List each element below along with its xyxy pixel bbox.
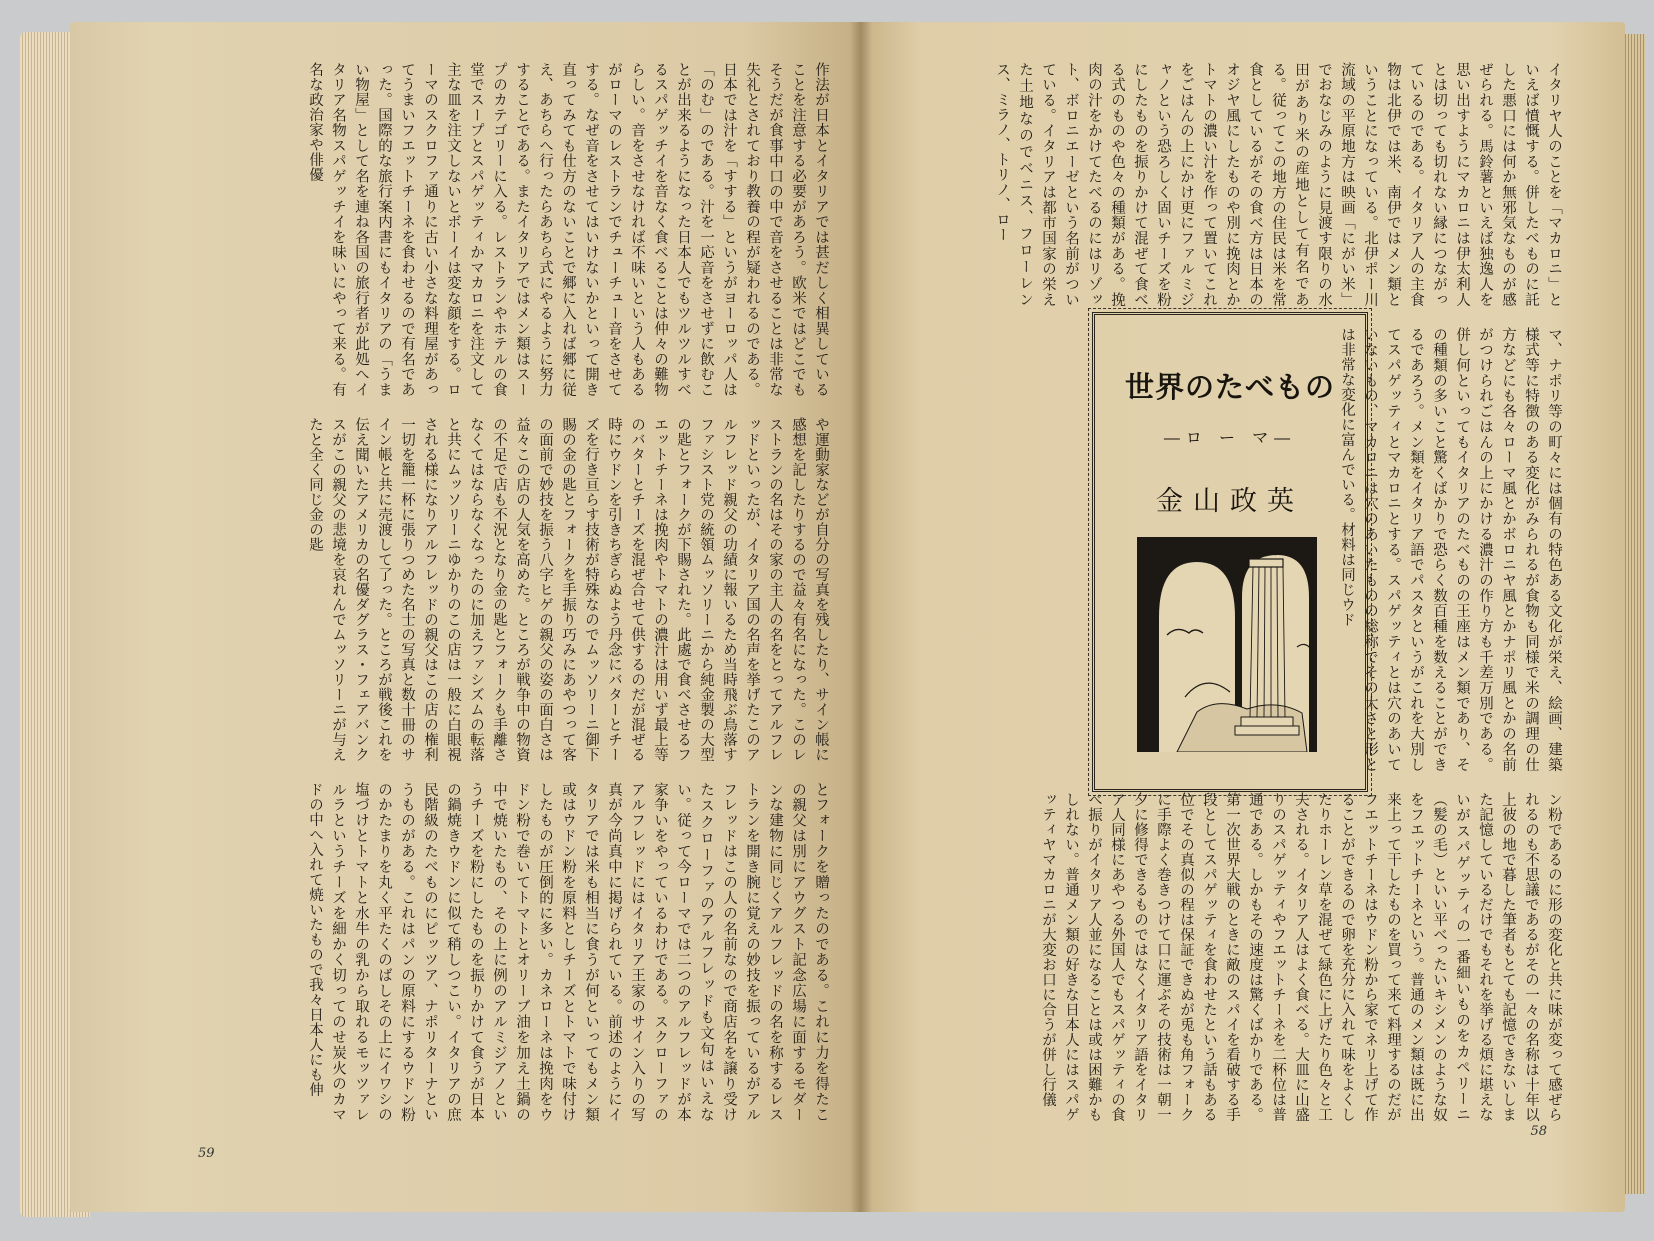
page-number: 59 bbox=[198, 1146, 215, 1161]
article-title: 世界のたべもの bbox=[1124, 370, 1335, 404]
open-book bbox=[20, 22, 1645, 1222]
article-author: 金山政英 bbox=[1156, 486, 1304, 517]
page-edges-right bbox=[1623, 34, 1645, 1194]
text-column: イタリヤ人のことを「マカロニ」といえば憤慨する。併したべものに託した悪口には何か無邪気なものが感ぜられる。馬鈴薯といえば独逸人を思い出すようにマカロニは伊太利人とは切っても切れない縁につながっているのである。イタリア人の主食物は北伊では米、南伊ではメン類ということになっている。北伊ポー川流域の平原地方は映画「にがい米」でおなじみのように見渡す限りの水田があり米の産地として有名である。従ってこの地方の住民は米を常食としているがその食べ方は日本のオジヤ風にしたものや別に挽肉とかトマトの濃い汁を作って置いてこれをごはんの上にかけ更にファルミジャノという恐ろしく固いチーズを粉にしたものを振りかけて混ぜて食べる式のものや色々の種類がある。挽肉の汁をかけてたべるのにはリゾット、ボロニエーゼという名前がついている。イタリアは都市国家の栄えた土地なのでベニス、フローレンス、ミラノ、トリノ、ロー bbox=[994, 62, 1562, 307]
book-gutter bbox=[850, 22, 872, 1212]
text-column: とフォークを贈ったのである。これに力を得たこの親父は別にアウグスト記念広場に面するモダーンな建物に同じくアルフレッドの名を称するレストランを開き腕に覚えの妙技を振っているがアルフレッドはこの人の名前なので商店名を譲り受けたスクローファのアルフレッドも文句はいえない。従って今ローマでは二つのアルフレッドが本家争いをやっているわけである。スクローファのアルフレッドにはイタリア王家のサイン入りの写真が今尚真中に掲げられている。前述のようにイタリアでは米も相当に食うが何といってもメン類或はウドン粉を原料としチーズとトマトで味付けしたものが圧倒的に多い。カネローネは挽肉をウドン粉で巻いてトマトとオリーブ油を加え土鍋の中で焼いたもの、その上に例のアルミジアノというチーズを粉にしたものを振りかけて食うが日本の鍋焼きウドンに似て稍しつこい。イタリアの庶民階級のたべものにピッツア、ナポリターナというものがある。これはパンの原料にするウドン粉のかたまりを丸く平たくのばしその上にイワシの塩づけとトマトと水牛の乳から取れるモッツァレルラというチーズを細かく切ってのせ炭火のカマドの中へ入れて焼いたもので我々日本人にも伸 bbox=[307, 782, 829, 1122]
article-subtitle: ―ロ ー マ― bbox=[1163, 428, 1297, 447]
text-column: マ、ナポリ等の町々には個有の特色ある文化が栄え、絵画、建築様式等に特徴のある変化がみられるが食物も同様で米の調理の仕方などにも各々ローマ風とかボロニヤ風とかナポリ風とかの名前がつけられごはんの上にかける濃汁の作り方も千差万別である。併し何といってもイタリアのたべものの王座はメン類であり、その種類の多いこと驚くばかりで恐らく数百種を数えることができるであろう。メン類をイタリア語でパスタというがこれを大別してスパゲッティとマカロニとする。スパゲッティとは穴のあいていないもの、マカロニは穴のあいたものの総称でその太さと形とは非常な変化に富んでいる。材料は同じウド bbox=[1339, 327, 1562, 772]
text-column: 作法が日本とイタリアでは甚だしく相異していることを注意する必要があろう。欧米ではどこでもそうだが食事中口の中で音をさせることは非常な失礼とされており教養の程が疑われるのである。日本では汁を「すする」というがヨーロッパ人は「のむ」のである。汁を一応音をさせずに飲むことが出来るようになった日本人でもツルツルすべるスパゲッチイを音なく食べることは仲々の難物らしい。音をさせなければ不味いという人もあるがローマのレストランでチューチュー音をさせてする。なぜ音をさせてはいけないかといって開き直ってみても仕方のないことで郷に入れば郷に従え、あちらへ行ったらあちら式にやるように努力することである。またイタリアではメン類はスープのカテゴリーに入る。レストランやホテルの食堂でスープとスパゲッティかマカロニを注文して主な皿を注文しないとボーイは変な顔をする。ローマのスクロファ通りに古い小さな料理屋があってうまいフエットチーネを食わせるので有名であった。国際的な旅行案内書にもイタリアの「うまい物屋」として名を連ね各国の旅行者が此処へイタリア名物スパゲッチイを味いにやって来る。有名な政治家や俳優 bbox=[307, 62, 829, 397]
right-page bbox=[860, 22, 1625, 1212]
arch-column-illustration bbox=[1137, 537, 1317, 752]
text-column: や運動家などが自分の写真を残したり、サイン帳に感想を記したりするので益々有名になった。このレストランの名はその家の主人の名をとってアルフレッドといったが、イタリア国の名声を挙げたこのアルフレッド親父の功績に報いるため当時飛ぶ鳥落すファシスト党の統領ムッソリーニから純金製の大型の匙とフォークが下賜された。此處で食べさせるフエットチーネは挽肉やトマトの濃汁は用いず最上等のバターとチーズを混ぜ合せて供するのだが混ぜる時にウドンを引きちぎらぬよう丹念にバターとチーズを行き亘らす技術が特殊なのでムッソリーニ御下賜の金の匙とフォークを手振り巧みにあやつって客の面前で妙技を振う八字ヒゲの親父の姿の面白さは益々この店の人気を高めた。ところが戦争中の物資の不足で店も不況となり金の匙とフォークも手離さなくてはならなくなったのに加えファシズムの転落と共にムッソリーニゆかりのこの店は一般に白眼視される様になりアルフレッドの親父はこの店の権利一切を籠一杯に張りつめた名士の写真と数十冊のサイン帳と共に売渡して了った。ところが戦後これを伝え聞いたアメリカの名優ダグラス・フェアバンクスがこの親父の悲境を哀れんでムッソリーニが与えたと全く同じ金の匙 bbox=[307, 417, 829, 762]
article-heading-box bbox=[1092, 312, 1368, 792]
left-page bbox=[70, 22, 860, 1212]
page-number: 58 bbox=[1530, 1124, 1547, 1139]
text-column: ン粉であるのに形の変化と共に味が変って感ぜられるのも不思議であるがその一々の名称は十年以上彼の地で暮した筆者もとても記憶できないしまた記憶しているだけでもそれを挙げる煩に堪えないがスパゲッティの一番細いものをカペリーニ（髪の毛）といい平べったいキシメンのような奴をフエットチーネという。普通のメン類は既に出来上って干したものを買って来て料理するのだがフエットチーネはウドン粉から家でネリ上げて作ることができるので卵を充分に入れて味をよくしたりホーレン草を混ぜて緑色に上げたり色々と工夫される。イタリア人はよく食べる。大皿に山盛りのスパゲッティやフエットチーネを二杯位は普通である。しかもその速度は驚くばかりである。第一次世界大戦のときに敵のスパイを看破する手段としてスパゲッティを食わせたという話もある位でその真似の程は保証できぬが兎も角フォークに手際よく巻きつけて口に運ぶその技術は一朝一夕に修得できるものではなくイタリア語をイタリア人同様にあやつる外国人でもスパゲッティの食べ振りがイタリア人並になることは或は困難かもしれない。普通メン類の好きな日本人にはスパゲッティヤマカロニが大変お口に合うが併し行儀 bbox=[1040, 792, 1562, 1122]
